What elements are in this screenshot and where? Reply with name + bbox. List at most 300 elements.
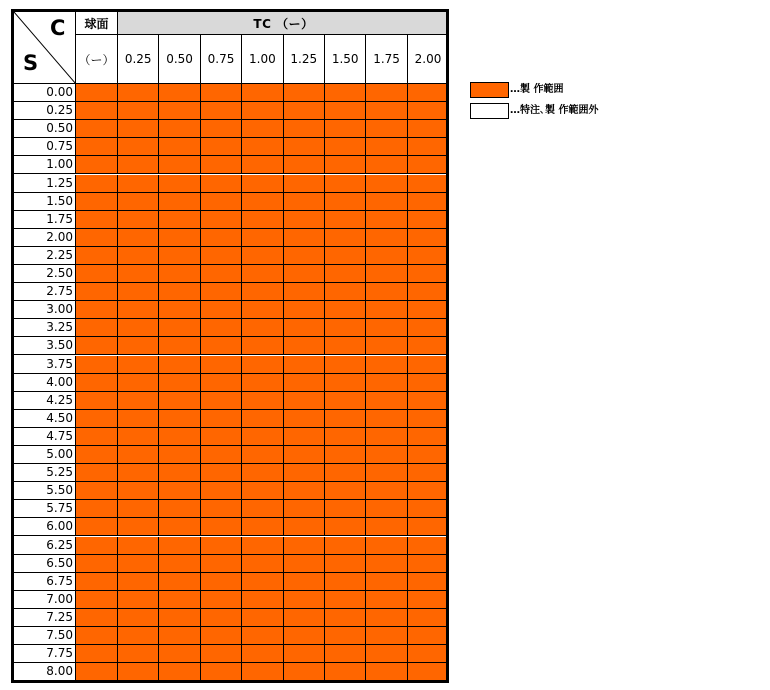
range-cell <box>325 627 366 645</box>
tc-column-header: 1.50 <box>325 35 366 84</box>
range-cell <box>118 410 159 428</box>
row-label: 1.50 <box>14 193 76 211</box>
range-cell <box>159 645 200 663</box>
range-cell <box>325 428 366 446</box>
range-cell <box>159 84 200 102</box>
range-cell <box>325 247 366 265</box>
range-cell <box>408 573 449 591</box>
range-cell <box>76 555 118 573</box>
tc-column-header: 1.75 <box>366 35 407 84</box>
row-label: 6.50 <box>14 555 76 573</box>
range-cell <box>284 175 325 193</box>
range-cell <box>325 537 366 555</box>
legend-label-out-of-range: …特注､製 作範囲外 <box>510 105 599 116</box>
row-label: 7.75 <box>14 645 76 663</box>
row-label: 1.25 <box>14 175 76 193</box>
range-cell <box>201 120 242 138</box>
range-cell <box>408 609 449 627</box>
range-cell <box>284 609 325 627</box>
range-cell <box>325 283 366 301</box>
range-cell <box>408 645 449 663</box>
tc-column-header: 1.25 <box>284 35 325 84</box>
range-cell <box>366 156 407 174</box>
range-cell <box>284 573 325 591</box>
range-cell <box>76 500 118 518</box>
range-cell <box>201 627 242 645</box>
range-cell <box>242 229 283 247</box>
range-cell <box>284 428 325 446</box>
range-cell <box>408 537 449 555</box>
range-cell <box>76 446 118 464</box>
range-cell <box>408 356 449 374</box>
range-cell <box>159 410 200 428</box>
range-cell <box>408 410 449 428</box>
range-cell <box>118 138 159 156</box>
range-cell <box>201 645 242 663</box>
range-cell <box>118 283 159 301</box>
range-cell <box>366 247 407 265</box>
range-cell <box>325 229 366 247</box>
range-cell <box>201 283 242 301</box>
range-cell <box>284 591 325 609</box>
range-cell <box>76 537 118 555</box>
production-range-table <box>11 9 449 683</box>
range-cell <box>284 283 325 301</box>
range-cell <box>242 156 283 174</box>
range-cell <box>366 410 407 428</box>
range-cell <box>242 283 283 301</box>
range-cell <box>325 500 366 518</box>
range-cell <box>408 464 449 482</box>
range-cell <box>242 374 283 392</box>
range-cell <box>159 518 200 536</box>
range-cell <box>118 645 159 663</box>
range-cell <box>118 193 159 211</box>
range-cell <box>159 627 200 645</box>
legend-item-in-range <box>470 82 610 98</box>
range-cell <box>201 663 242 681</box>
range-cell <box>366 482 407 500</box>
range-cell <box>201 138 242 156</box>
range-cell <box>201 518 242 536</box>
range-cell <box>76 645 118 663</box>
range-cell <box>242 446 283 464</box>
range-cell <box>76 573 118 591</box>
range-cell <box>201 500 242 518</box>
range-cell <box>284 500 325 518</box>
range-cell <box>366 518 407 536</box>
range-cell <box>366 645 407 663</box>
row-axis-letter: S <box>23 51 39 75</box>
row-label: 2.75 <box>14 283 76 301</box>
range-cell <box>242 319 283 337</box>
range-cell <box>408 337 449 355</box>
range-cell <box>284 193 325 211</box>
range-cell <box>201 301 242 319</box>
row-label: 1.00 <box>14 156 76 174</box>
range-cell <box>118 265 159 283</box>
range-cell <box>201 337 242 355</box>
range-cell <box>284 156 325 174</box>
range-cell <box>242 247 283 265</box>
range-cell <box>242 102 283 120</box>
range-cell <box>284 229 325 247</box>
range-cell <box>76 627 118 645</box>
range-cell <box>159 193 200 211</box>
range-cell <box>118 392 159 410</box>
row-label: 7.50 <box>14 627 76 645</box>
range-cell <box>76 193 118 211</box>
range-cell <box>76 229 118 247</box>
range-cell <box>118 609 159 627</box>
range-cell <box>408 392 449 410</box>
range-cell <box>201 102 242 120</box>
range-cell <box>366 591 407 609</box>
range-cell <box>408 175 449 193</box>
range-cell <box>366 319 407 337</box>
range-cell <box>76 283 118 301</box>
range-cell <box>159 555 200 573</box>
range-cell <box>76 319 118 337</box>
range-cell <box>159 446 200 464</box>
range-cell <box>242 265 283 283</box>
range-cell <box>76 482 118 500</box>
range-cell <box>325 392 366 410</box>
range-cell <box>284 410 325 428</box>
range-cell <box>118 627 159 645</box>
row-label: 4.50 <box>14 410 76 428</box>
row-label: 1.75 <box>14 211 76 229</box>
range-cell <box>325 102 366 120</box>
range-cell <box>118 537 159 555</box>
range-cell <box>408 446 449 464</box>
range-cell <box>118 464 159 482</box>
range-cell <box>366 211 407 229</box>
range-cell <box>159 428 200 446</box>
row-label: 4.25 <box>14 392 76 410</box>
range-cell <box>201 319 242 337</box>
range-cell <box>325 518 366 536</box>
range-cell <box>408 374 449 392</box>
range-cell <box>242 482 283 500</box>
range-cell <box>201 392 242 410</box>
range-cell <box>159 319 200 337</box>
row-label: 5.25 <box>14 464 76 482</box>
range-cell <box>366 428 407 446</box>
range-cell <box>242 627 283 645</box>
tc-column-header: 0.75 <box>201 35 242 84</box>
range-cell <box>284 138 325 156</box>
range-cell <box>366 663 407 681</box>
range-cell <box>408 102 449 120</box>
tc-column-header: 2.00 <box>408 35 449 84</box>
range-cell <box>408 482 449 500</box>
range-cell <box>159 663 200 681</box>
tc-column-header: 0.50 <box>159 35 200 84</box>
range-cell <box>201 211 242 229</box>
row-label: 6.00 <box>14 518 76 536</box>
range-cell <box>284 392 325 410</box>
range-cell <box>242 573 283 591</box>
range-cell <box>325 555 366 573</box>
range-cell <box>159 356 200 374</box>
row-label: 5.75 <box>14 500 76 518</box>
row-label: 4.75 <box>14 428 76 446</box>
range-cell <box>201 410 242 428</box>
range-cell <box>408 229 449 247</box>
row-label: 5.50 <box>14 482 76 500</box>
range-cell <box>242 645 283 663</box>
range-cell <box>366 102 407 120</box>
range-cell <box>366 500 407 518</box>
range-cell <box>159 609 200 627</box>
range-cell <box>118 229 159 247</box>
range-cell <box>201 356 242 374</box>
range-cell <box>118 500 159 518</box>
range-cell <box>118 663 159 681</box>
row-label: 3.25 <box>14 319 76 337</box>
row-label: 7.00 <box>14 591 76 609</box>
range-cell <box>408 627 449 645</box>
row-label: 2.50 <box>14 265 76 283</box>
range-cell <box>325 265 366 283</box>
range-cell <box>76 410 118 428</box>
range-cell <box>118 175 159 193</box>
range-cell <box>408 247 449 265</box>
range-cell <box>76 247 118 265</box>
range-cell <box>159 247 200 265</box>
range-cell <box>284 518 325 536</box>
range-cell <box>118 211 159 229</box>
range-cell <box>76 175 118 193</box>
range-cell <box>201 537 242 555</box>
range-cell <box>408 283 449 301</box>
range-cell <box>284 464 325 482</box>
range-cell <box>284 555 325 573</box>
range-cell <box>76 265 118 283</box>
range-cell <box>325 120 366 138</box>
row-label: 2.25 <box>14 247 76 265</box>
range-cell <box>366 301 407 319</box>
range-cell <box>242 555 283 573</box>
range-cell <box>284 627 325 645</box>
range-cell <box>408 120 449 138</box>
range-cell <box>118 356 159 374</box>
range-cell <box>118 319 159 337</box>
range-cell <box>159 537 200 555</box>
range-cell <box>159 392 200 410</box>
range-cell <box>118 482 159 500</box>
range-cell <box>408 301 449 319</box>
range-cell <box>159 283 200 301</box>
range-cell <box>242 537 283 555</box>
range-cell <box>408 138 449 156</box>
range-cell <box>159 211 200 229</box>
range-cell <box>118 247 159 265</box>
range-cell <box>325 410 366 428</box>
range-cell <box>242 211 283 229</box>
range-cell <box>118 555 159 573</box>
range-cell <box>284 84 325 102</box>
range-cell <box>325 84 366 102</box>
range-cell <box>118 591 159 609</box>
range-cell <box>366 627 407 645</box>
range-cell <box>242 392 283 410</box>
range-cell <box>325 337 366 355</box>
range-cell <box>159 102 200 120</box>
range-cell <box>201 374 242 392</box>
range-cell <box>284 301 325 319</box>
range-cell <box>76 609 118 627</box>
range-cell <box>159 175 200 193</box>
range-cell <box>284 663 325 681</box>
range-cell <box>325 374 366 392</box>
range-cell <box>76 428 118 446</box>
range-cell <box>284 265 325 283</box>
range-cell <box>201 247 242 265</box>
range-cell <box>408 319 449 337</box>
range-cell <box>284 337 325 355</box>
range-cell <box>408 518 449 536</box>
row-label: 0.50 <box>14 120 76 138</box>
range-cell <box>76 518 118 536</box>
range-cell <box>408 156 449 174</box>
range-cell <box>284 211 325 229</box>
range-cell <box>118 573 159 591</box>
row-label: 3.00 <box>14 301 76 319</box>
range-cell <box>408 663 449 681</box>
range-cell <box>366 464 407 482</box>
range-cell <box>366 573 407 591</box>
row-label: 6.25 <box>14 537 76 555</box>
range-cell <box>325 663 366 681</box>
range-cell <box>284 446 325 464</box>
corner-header-cell <box>14 12 76 84</box>
range-cell <box>284 482 325 500</box>
range-cell <box>366 392 407 410</box>
range-cell <box>408 428 449 446</box>
range-cell <box>242 591 283 609</box>
range-cell <box>366 537 407 555</box>
range-cell <box>118 374 159 392</box>
range-cell <box>159 156 200 174</box>
range-cell <box>325 211 366 229</box>
range-cell <box>201 464 242 482</box>
range-cell <box>76 301 118 319</box>
range-cell <box>159 374 200 392</box>
range-cell <box>366 446 407 464</box>
range-cell <box>366 120 407 138</box>
range-cell <box>242 356 283 374</box>
kyumen-unit: （ー） <box>76 35 118 84</box>
range-cell <box>366 193 407 211</box>
range-cell <box>201 265 242 283</box>
range-cell <box>242 609 283 627</box>
range-cell <box>366 229 407 247</box>
range-cell <box>325 591 366 609</box>
range-cell <box>118 518 159 536</box>
range-cell <box>366 374 407 392</box>
row-label: 4.00 <box>14 374 76 392</box>
range-cell <box>118 84 159 102</box>
row-label: 5.00 <box>14 446 76 464</box>
range-cell <box>201 573 242 591</box>
range-cell <box>242 518 283 536</box>
range-cell <box>366 356 407 374</box>
range-cell <box>201 482 242 500</box>
range-cell <box>242 337 283 355</box>
range-cell <box>284 120 325 138</box>
legend-swatch-in-range <box>470 82 509 98</box>
range-cell <box>408 211 449 229</box>
range-cell <box>242 500 283 518</box>
range-cell <box>366 555 407 573</box>
range-cell <box>325 175 366 193</box>
range-cell <box>201 193 242 211</box>
row-label: 0.75 <box>14 138 76 156</box>
range-cell <box>201 609 242 627</box>
range-cell <box>76 591 118 609</box>
range-cell <box>201 428 242 446</box>
range-cell <box>325 573 366 591</box>
range-cell <box>201 555 242 573</box>
row-label: 0.25 <box>14 102 76 120</box>
range-cell <box>408 555 449 573</box>
range-cell <box>76 156 118 174</box>
tc-header: TC （ー） <box>118 12 449 35</box>
range-cell <box>76 138 118 156</box>
range-cell <box>366 283 407 301</box>
range-cell <box>76 84 118 102</box>
row-label: 7.25 <box>14 609 76 627</box>
range-cell <box>76 356 118 374</box>
range-cell <box>118 446 159 464</box>
range-cell <box>118 301 159 319</box>
range-cell <box>408 84 449 102</box>
range-cell <box>325 138 366 156</box>
range-cell <box>76 102 118 120</box>
range-cell <box>242 428 283 446</box>
range-cell <box>118 337 159 355</box>
range-cell <box>325 156 366 174</box>
tc-column-header: 0.25 <box>118 35 159 84</box>
legend-item-out-of-range <box>470 103 610 119</box>
row-label: 0.00 <box>14 84 76 102</box>
range-cell <box>366 175 407 193</box>
range-cell <box>325 193 366 211</box>
range-cell <box>159 301 200 319</box>
range-cell <box>159 591 200 609</box>
range-cell <box>284 319 325 337</box>
row-label: 2.00 <box>14 229 76 247</box>
range-cell <box>76 337 118 355</box>
range-cell <box>408 500 449 518</box>
range-cell <box>242 663 283 681</box>
legend-label-in-range: …製 作範囲 <box>510 84 564 95</box>
range-cell <box>76 374 118 392</box>
range-cell <box>201 591 242 609</box>
range-cell <box>76 211 118 229</box>
range-cell <box>159 337 200 355</box>
range-cell <box>76 663 118 681</box>
range-cell <box>159 464 200 482</box>
range-cell <box>366 609 407 627</box>
range-cell <box>159 265 200 283</box>
range-cell <box>159 120 200 138</box>
range-cell <box>284 356 325 374</box>
range-cell <box>284 374 325 392</box>
range-cell <box>201 229 242 247</box>
